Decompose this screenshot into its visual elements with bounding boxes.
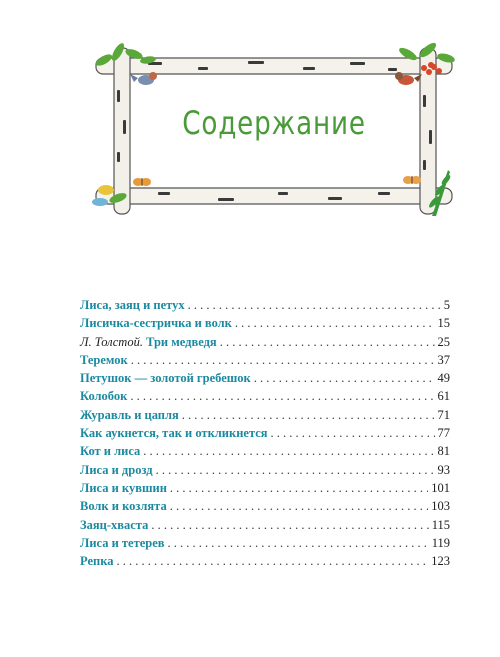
- toc-entry[interactable]: [80, 424, 450, 442]
- table-of-contents: [80, 296, 450, 570]
- toc-entry-title-text: Волк и козлята: [80, 499, 167, 514]
- dot-leader: [131, 351, 435, 369]
- toc-entry[interactable]: [80, 497, 450, 515]
- toc-entry-title: [80, 333, 217, 351]
- dot-leader: [151, 516, 428, 534]
- toc-entry-title: [80, 442, 140, 460]
- toc-entry-page-number: 103: [431, 499, 450, 514]
- dot-leader: [235, 314, 435, 332]
- toc-entry-title-text: Три медведя: [146, 334, 217, 349]
- dot-leader: [156, 461, 435, 479]
- toc-entry-title-text: Петушок — золотой гребешок: [80, 371, 251, 386]
- toc-entry[interactable]: [80, 461, 450, 479]
- toc-entry-page-number: 81: [437, 444, 450, 459]
- toc-entry-title: [80, 406, 179, 424]
- toc-entry[interactable]: [80, 387, 450, 405]
- toc-entry-title: [80, 516, 148, 534]
- dot-leader: [271, 424, 435, 442]
- toc-entry[interactable]: [80, 442, 450, 460]
- toc-entry-page-number: 119: [431, 535, 450, 550]
- bottom-birch-log: [96, 188, 452, 204]
- toc-entry-title-text: Кот и лиса: [80, 444, 141, 459]
- birch-frame-illustration: [88, 40, 460, 218]
- dot-leader: [182, 406, 435, 424]
- dot-leader: [170, 479, 428, 497]
- toc-entry-title: [80, 424, 268, 442]
- toc-entry-page-number: 93: [437, 462, 450, 477]
- toc-entry-page-number: 77: [437, 426, 450, 441]
- toc-entry-title-text: Колобок: [80, 389, 128, 404]
- toc-entry-page-number: 37: [437, 352, 450, 367]
- toc-entry-author: Л. Толстой.: [80, 334, 143, 349]
- toc-entry-title: [80, 369, 251, 387]
- toc-entry-page-number: 49: [437, 371, 450, 386]
- toc-entry-title: [80, 296, 185, 314]
- toc-entry-page-number: 71: [437, 407, 450, 422]
- toc-entry[interactable]: [80, 534, 450, 552]
- toc-entry-title: [80, 479, 167, 497]
- toc-entry[interactable]: [80, 406, 450, 424]
- dot-leader: [220, 333, 435, 351]
- toc-entry-title-text: Теремок: [80, 352, 128, 367]
- toc-entry[interactable]: [80, 333, 450, 351]
- toc-entry-title-text: Лисичка-сестричка и волк: [80, 316, 232, 331]
- dot-leader: [130, 387, 434, 405]
- toc-entry-page-number: 123: [431, 554, 450, 569]
- butterfly-icon-left: [133, 178, 151, 186]
- toc-entry-title-text: Лиса, заяц и петух: [80, 298, 185, 312]
- page-title: Содержание: [182, 104, 366, 142]
- toc-entry-title-text: Лиса и тетерев: [80, 535, 165, 550]
- toc-entry-title: [80, 314, 232, 332]
- toc-entry-title-text: Журавль и цапля: [80, 407, 179, 422]
- dot-leader: [170, 497, 429, 515]
- toc-entry-title: [80, 387, 127, 405]
- toc-entry-page-number: 25: [437, 334, 450, 349]
- toc-entry[interactable]: [80, 479, 450, 497]
- toc-entry[interactable]: [80, 351, 450, 369]
- toc-entry-title-text: Как аукнется, так и откликнется: [80, 426, 268, 441]
- dot-leader: [188, 296, 441, 314]
- dot-leader: [254, 369, 435, 387]
- toc-entry-page-number: 101: [431, 480, 450, 495]
- toc-entry[interactable]: [80, 296, 450, 314]
- toc-entry-title: [80, 552, 113, 570]
- toc-entry-title: [80, 534, 165, 552]
- toc-entry-title: [80, 351, 128, 369]
- dot-leader: [143, 442, 434, 460]
- toc-entry-page-number: 5: [443, 298, 450, 312]
- toc-entry-title-text: Репка: [80, 554, 114, 569]
- toc-entry-page-number: 15: [437, 316, 450, 331]
- toc-entry-title-text: Лиса и кувшин: [80, 480, 167, 495]
- butterfly-icon-right: [403, 176, 421, 184]
- toc-entry[interactable]: [80, 516, 450, 534]
- toc-entry[interactable]: [80, 314, 450, 332]
- toc-entry-page-number: 115: [431, 517, 450, 532]
- toc-entry-page-number: 61: [437, 389, 450, 404]
- toc-entry[interactable]: [80, 369, 450, 387]
- toc-entry-title-text: Лиса и дрозд: [80, 462, 153, 477]
- toc-entry-title: [80, 461, 153, 479]
- toc-entry-title-text: Заяц-хваста: [80, 517, 149, 532]
- toc-entry[interactable]: [80, 552, 450, 570]
- toc-entry-title: [80, 497, 167, 515]
- dot-leader: [168, 534, 429, 552]
- dot-leader: [116, 552, 428, 570]
